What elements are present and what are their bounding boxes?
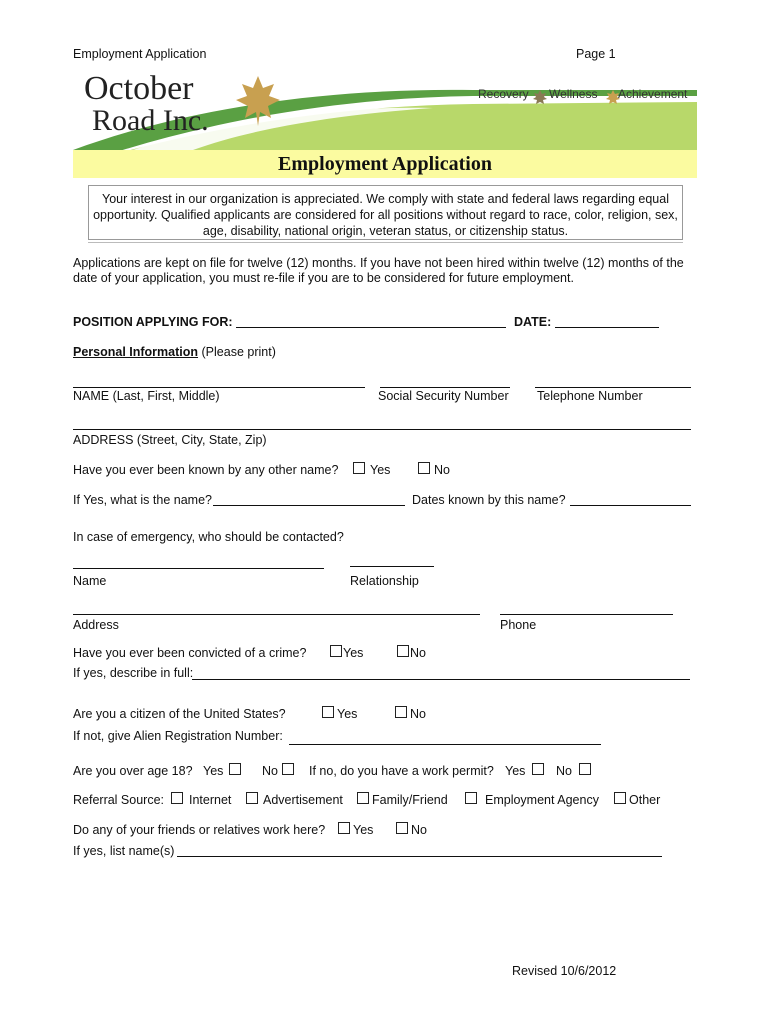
header-title: Employment Application: [73, 47, 207, 61]
logo-text-line2: Road Inc.: [92, 104, 209, 137]
referral-internet-checkbox[interactable]: [171, 792, 183, 804]
citizen-no-checkbox[interactable]: [395, 706, 407, 718]
permit-yes-label: Yes: [505, 764, 526, 778]
other-name-yes-label: Yes: [370, 463, 391, 477]
personal-info-heading: Personal Information (Please print): [73, 345, 276, 359]
relatives-list-field[interactable]: [177, 856, 662, 857]
referral-internet-label: Internet: [189, 793, 232, 807]
date-label: DATE:: [514, 315, 552, 329]
name-label: NAME (Last, First, Middle): [73, 389, 220, 403]
crime-describe-label: If yes, describe in full:: [73, 666, 194, 680]
telephone-label: Telephone Number: [537, 389, 643, 403]
notice-box: Your interest in our organization is appreciated. We comply with state and federal laws regarding equal opportunity. Qualified applicants are considered for all positions without regard to race, color, religion, sex, age, disability, national origin, veteran status, or citizenship status.: [88, 185, 683, 240]
emergency-name-label: Name: [73, 574, 107, 588]
other-name-no-label: No: [434, 463, 450, 477]
other-name-no-checkbox[interactable]: [418, 462, 430, 474]
age-no-checkbox[interactable]: [282, 763, 294, 775]
emergency-relationship-field[interactable]: [350, 566, 434, 567]
date-field[interactable]: [555, 327, 659, 328]
referral-family-label: Family/Friend: [372, 793, 448, 807]
file-policy-text: Applications are kept on file for twelve (12) months. If you have not been hired within twelve (12) months of the date of your application, you must re-file if you are to be considered for future employment.: [73, 256, 684, 285]
revision-date: Revised 10/6/2012: [512, 964, 617, 978]
relatives-no-checkbox[interactable]: [396, 822, 408, 834]
alien-registration-label: If not, give Alien Registration Number:: [73, 729, 283, 743]
name-field[interactable]: [73, 387, 365, 388]
age-no-label: No: [262, 764, 278, 778]
referral-agency-label: Employment Agency: [485, 793, 599, 807]
other-name-question: Have you ever been known by any other name?: [73, 463, 339, 477]
logo-tagline-wellness: Wellness: [549, 87, 598, 101]
logo-tagline-achievement: Achievement: [618, 87, 688, 101]
age-yes-checkbox[interactable]: [229, 763, 241, 775]
page-number: Page 1: [576, 47, 616, 61]
page-title: Employment Application: [73, 150, 697, 178]
address-field[interactable]: [73, 429, 691, 430]
ssn-field[interactable]: [380, 387, 510, 388]
referral-agency-checkbox[interactable]: [465, 792, 477, 804]
position-label: POSITION APPLYING FOR:: [73, 315, 233, 329]
referral-advertisement-checkbox[interactable]: [246, 792, 258, 804]
crime-no-label: No: [410, 646, 426, 660]
address-label: ADDRESS (Street, City, State, Zip): [73, 433, 267, 447]
relatives-list-label: If yes, list name(s): [73, 844, 175, 858]
emergency-address-field[interactable]: [73, 614, 480, 615]
logo-text-line1: October: [84, 70, 194, 107]
dates-known-label: Dates known by this name?: [412, 493, 566, 507]
citizen-question: Are you a citizen of the United States?: [73, 707, 286, 721]
emergency-name-field[interactable]: [73, 568, 324, 569]
other-name-label: If Yes, what is the name?: [73, 493, 212, 507]
crime-yes-checkbox[interactable]: [330, 645, 342, 657]
other-name-yes-checkbox[interactable]: [353, 462, 365, 474]
referral-label: Referral Source:: [73, 793, 165, 807]
permit-question: If no, do you have a work permit?: [309, 764, 494, 778]
age-yes-label: Yes: [203, 764, 224, 778]
permit-yes-checkbox[interactable]: [532, 763, 544, 775]
citizen-yes-label: Yes: [337, 707, 358, 721]
ssn-label: Social Security Number: [378, 389, 509, 403]
position-field[interactable]: [236, 327, 506, 328]
other-name-field[interactable]: [213, 505, 405, 506]
referral-other-checkbox[interactable]: [614, 792, 626, 804]
emergency-question: In case of emergency, who should be contacted?: [73, 530, 344, 544]
crime-no-checkbox[interactable]: [397, 645, 409, 657]
dates-known-field[interactable]: [570, 505, 691, 506]
relatives-no-label: No: [411, 823, 427, 837]
referral-family-checkbox[interactable]: [357, 792, 369, 804]
citizen-yes-checkbox[interactable]: [322, 706, 334, 718]
referral-advertisement-label: Advertisement: [263, 793, 343, 807]
referral-other-label: Other: [629, 793, 661, 807]
permit-no-checkbox[interactable]: [579, 763, 591, 775]
citizen-no-label: No: [410, 707, 426, 721]
emergency-phone-label: Phone: [500, 618, 537, 632]
emergency-address-label: Address: [73, 618, 119, 632]
relatives-yes-checkbox[interactable]: [338, 822, 350, 834]
crime-question: Have you ever been convicted of a crime?: [73, 646, 307, 660]
age-question: Are you over age 18?: [73, 764, 193, 778]
logo-tagline-recovery: Recovery: [478, 87, 529, 101]
relatives-question: Do any of your friends or relatives work here?: [73, 823, 326, 837]
crime-describe-field[interactable]: [192, 679, 690, 680]
emergency-relationship-label: Relationship: [350, 574, 419, 588]
crime-yes-label: Yes: [343, 646, 364, 660]
alien-registration-field[interactable]: [289, 744, 601, 745]
relatives-yes-label: Yes: [353, 823, 374, 837]
permit-no-label: No: [556, 764, 572, 778]
telephone-field[interactable]: [535, 387, 691, 388]
emergency-phone-field[interactable]: [500, 614, 673, 615]
